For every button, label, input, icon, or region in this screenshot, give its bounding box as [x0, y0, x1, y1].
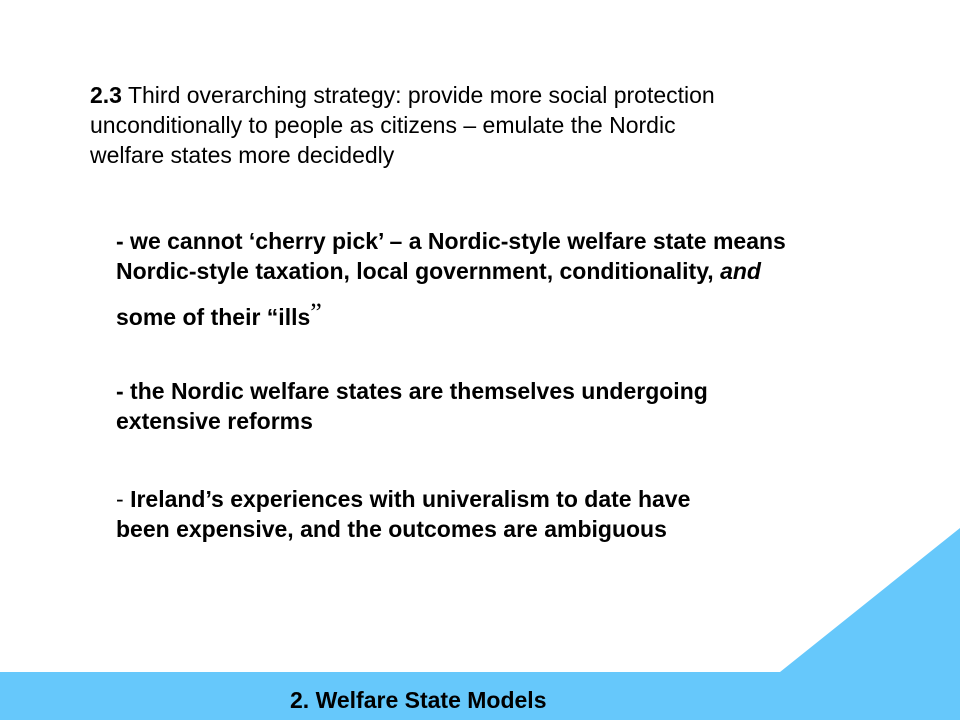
section-heading: [90, 80, 890, 170]
bullet-1-italic-and: and: [720, 258, 761, 284]
heading-line-2: unconditionally to people as citizens – emulate the Nordic: [90, 112, 676, 138]
heading-line-1-text: Third overarching strategy: provide more social protection: [121, 82, 715, 108]
bullet-2-line-2: extensive reforms: [116, 408, 313, 434]
corner-triangle: [780, 528, 960, 672]
bullet-1-line-3: [116, 298, 916, 332]
bullet-nordic-reforms: [116, 376, 916, 436]
bullet-1-close-quote: ”: [310, 298, 322, 327]
bullet-3-line-2: been expensive, and the outcomes are ambiguous: [116, 516, 667, 542]
bullet-2-line-1: - the Nordic welfare states are themselves undergoing: [116, 378, 708, 404]
bullet-3-line-1: [116, 484, 916, 514]
bullet-1-line-2-text: Nordic-style taxation, local government, conditionality,: [116, 258, 721, 284]
bullet-ireland-universalism: [116, 484, 916, 544]
heading-line-1: [90, 80, 890, 110]
bullet-3-line-1-text: Ireland’s experiences with univeralism to date have: [130, 486, 691, 512]
footer-title: 2. Welfare State Models: [290, 687, 547, 713]
bullet-1-line-1: - we cannot ‘cherry pick’ – a Nordic-style welfare state means: [116, 228, 786, 254]
bullet-1-line-3-text: some of their “ills: [116, 304, 311, 330]
heading-number: 2.3: [90, 82, 122, 108]
heading-line-3: welfare states more decidedly: [90, 142, 395, 168]
bullet-1-line-2: [116, 256, 916, 286]
bullet-cherry-pick: [116, 226, 916, 332]
bullet-3-dash: -: [116, 486, 131, 512]
